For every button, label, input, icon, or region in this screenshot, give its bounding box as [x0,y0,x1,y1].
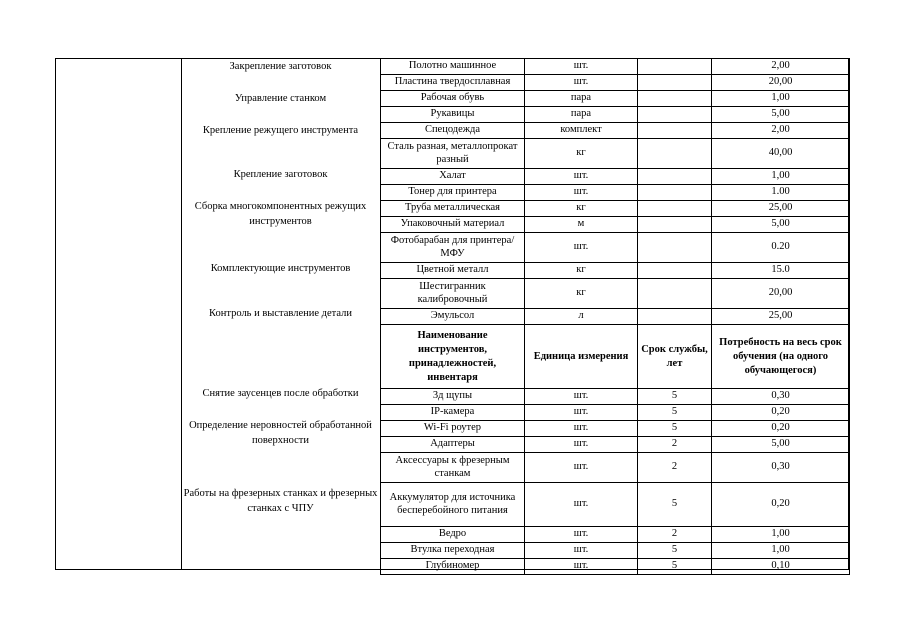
table-row [381,389,850,405]
item-life [638,139,712,169]
item-need: 0,20 [712,421,850,437]
item-name: IP-камера [381,405,525,421]
table-row [381,123,850,139]
item-need: 0,20 [712,405,850,421]
item-need: 5,00 [712,107,850,123]
table-row [381,91,850,107]
table-row [381,59,850,75]
materials-table [380,58,850,575]
item-unit: кг [525,201,638,217]
table-row [381,107,850,123]
table-row [381,421,850,437]
item-life: 5 [638,483,712,527]
header-unit: Единица измерения [525,325,638,389]
item-name: Эмульсол [381,309,525,325]
section-label: Закрепление заготовок [229,60,332,72]
item-unit: пара [525,107,638,123]
item-life: 5 [638,559,712,575]
item-unit: шт. [525,233,638,263]
item-life [638,59,712,75]
section-label: Снятие заусенцев после обработки [202,387,359,399]
item-name: Полотно машинное [381,59,525,75]
item-unit: л [525,309,638,325]
item-name: Труба металлическая [381,201,525,217]
section-label: Комплектующие инструментов [210,262,351,274]
item-need: 40,00 [712,139,850,169]
item-need: 0,30 [712,453,850,483]
table-row [381,437,850,453]
table-row [381,527,850,543]
item-need: 20,00 [712,279,850,309]
item-name: Аккумулятор для источника бесперебойного питания [381,483,525,527]
item-life [638,123,712,139]
header-need: Потребность на весь срок обучения (на одного обучающегося) [712,325,850,389]
item-unit: шт. [525,483,638,527]
item-need: 25,00 [712,309,850,325]
item-need: 1,00 [712,91,850,107]
table-row [381,75,850,91]
item-name: Тонер для принтера [381,185,525,201]
item-need: 0,30 [712,389,850,405]
item-life: 2 [638,437,712,453]
item-life: 2 [638,527,712,543]
item-name: Wi-Fi роутер [381,421,525,437]
item-need: 25,00 [712,201,850,217]
item-life [638,201,712,217]
table-header-row [381,325,850,389]
item-need: 0,20 [712,483,850,527]
item-unit: комплект [525,123,638,139]
materials-rows-top [381,59,850,575]
item-need: 15.0 [712,263,850,279]
table-row [381,559,850,575]
item-unit: кг [525,139,638,169]
table-row [381,263,850,279]
item-name: Рукавицы [381,107,525,123]
item-unit: шт. [525,543,638,559]
item-name: Спецодежда [381,123,525,139]
item-unit: шт. [525,169,638,185]
table-row [381,309,850,325]
item-need: 1,00 [712,527,850,543]
table-row [381,169,850,185]
item-unit: кг [525,279,638,309]
item-life: 5 [638,405,712,421]
item-unit: шт. [525,59,638,75]
item-name: Рабочая обувь [381,91,525,107]
item-name: Глубиномер [381,559,525,575]
item-life [638,185,712,201]
item-name: Шестигранник калибровочный [381,279,525,309]
item-need: 20,00 [712,75,850,91]
item-life: 5 [638,543,712,559]
table-row [381,217,850,233]
item-unit: м [525,217,638,233]
item-life: 5 [638,421,712,437]
item-name: Пластина твердосплавная [381,75,525,91]
item-need: 5,00 [712,437,850,453]
item-name: 3д щупы [381,389,525,405]
item-name: Сталь разная, металлопрокат разный [381,139,525,169]
item-life [638,309,712,325]
item-life [638,91,712,107]
item-life [638,169,712,185]
item-name: Ведро [381,527,525,543]
item-name: Упаковочный материал [381,217,525,233]
item-need: 0,10 [712,559,850,575]
item-unit: шт. [525,421,638,437]
item-unit: шт. [525,185,638,201]
item-need: 2,00 [712,123,850,139]
table-row [381,543,850,559]
item-unit: шт. [525,405,638,421]
item-unit: шт. [525,559,638,575]
item-need: 0.20 [712,233,850,263]
table-row [381,201,850,217]
header-name: Наименование инструментов, принадлежностей, инвентаря [381,325,525,389]
item-life: 2 [638,453,712,483]
table-row [381,453,850,483]
item-life [638,107,712,123]
item-unit: шт. [525,527,638,543]
section-label: Определение неровностей обработанной поверхности [189,420,372,446]
item-name: Халат [381,169,525,185]
item-need: 1,00 [712,169,850,185]
table-row [381,279,850,309]
item-unit: шт. [525,437,638,453]
item-life [638,233,712,263]
item-unit: пара [525,91,638,107]
header-life: Срок службы, лет [638,325,712,389]
item-life [638,279,712,309]
table-row [381,405,850,421]
item-unit: шт. [525,453,638,483]
item-need: 1.00 [712,185,850,201]
item-unit: кг [525,263,638,279]
item-unit: шт. [525,75,638,91]
section-label: Контроль и выставление детали [209,307,352,319]
item-name: Фотобарабан для принтера/МФУ [381,233,525,263]
table-row [381,185,850,201]
section-label: Крепление заготовок [233,168,328,180]
item-name: Адаптеры [381,437,525,453]
section-label: Управление станком [234,92,327,104]
table-row [381,483,850,527]
item-need: 5,00 [712,217,850,233]
section-label: Крепление режущего инструмента [202,124,359,136]
table-row [381,233,850,263]
item-need: 2,00 [712,59,850,75]
item-need: 1,00 [712,543,850,559]
section-label: Работы на фрезерных станках и фрезерных станках с ЧПУ [183,488,378,514]
item-name: Аксессуары к фрезерным станкам [381,453,525,483]
item-life [638,217,712,233]
item-unit: шт. [525,389,638,405]
item-life [638,263,712,279]
item-name: Втулка переходная [381,543,525,559]
table-row [381,139,850,169]
item-life [638,75,712,91]
section-label: Сборка многокомпонентных режущих инструментов [194,201,367,227]
item-life: 5 [638,389,712,405]
item-name: Цветной металл [381,263,525,279]
